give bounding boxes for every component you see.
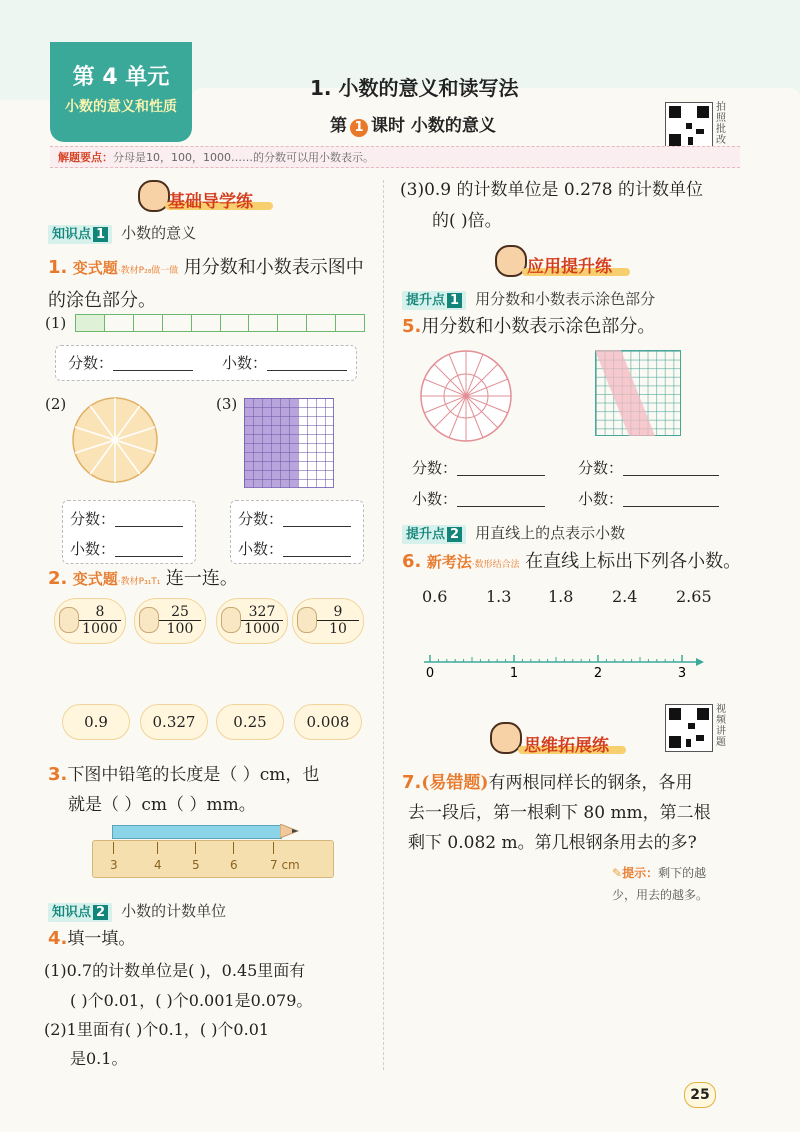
q1-variant: 变式题	[72, 259, 118, 277]
decimal-bubble[interactable]: 0.327	[140, 704, 208, 740]
fraction	[159, 604, 201, 637]
q4-line-4: 是0.1。	[70, 1049, 128, 1068]
bear-icon	[221, 607, 241, 633]
denominator: 10	[329, 621, 347, 637]
kp-tag: 提升点 1	[402, 291, 466, 310]
q7-hint: ✎提示：剩下的越 少，用去的越多。	[612, 866, 709, 902]
q1-decimal-row-2: 小数：	[70, 540, 183, 557]
fraction-blank[interactable]	[115, 510, 183, 527]
pencil	[112, 825, 282, 839]
q5-fraction-row-2: 分数：	[578, 459, 719, 476]
qr-code-video[interactable]	[665, 704, 713, 752]
decimal-bubble[interactable]: 0.25	[216, 704, 284, 740]
fraction	[317, 604, 359, 637]
q5-decimal-row-2: 小数：	[578, 490, 719, 507]
numerator: 25	[159, 604, 201, 621]
decimal-blank[interactable]	[623, 490, 719, 507]
fraction-blank[interactable]	[623, 459, 719, 476]
period-prefix: 第	[330, 116, 347, 136]
key-point-label: 解题要点：	[58, 151, 113, 164]
fraction-bubble[interactable]	[292, 598, 364, 644]
decimal-blank[interactable]	[283, 540, 351, 557]
section-basic: 基础导学练	[168, 192, 253, 212]
q1-source: ·教材P₂₈做一做	[117, 266, 179, 276]
arrow-icon	[696, 658, 704, 666]
decimal-bubble[interactable]: 0.9	[62, 704, 130, 740]
q4-line-5: (3)0.9 的计数单位是 0.278 的计数单位	[400, 180, 703, 200]
denominator: 100	[166, 621, 194, 637]
qr-code[interactable]	[665, 102, 713, 150]
q4-line-3: (2)1里面有( )个0.1，( )个0.01	[44, 1020, 270, 1039]
column-divider	[383, 180, 384, 1070]
question-3: 3.下图中铅笔的长度是（ ）cm，也 就是（ ）cm（ ）mm。	[48, 764, 320, 815]
ruler-tick-label: 3	[110, 858, 118, 872]
period-num-badge: 1	[350, 119, 368, 137]
kp-text: 小数的计数单位	[121, 902, 227, 920]
question-7: 7.(易错题)有两根同样长的钢条，各用 去一段后，第一根剩下 80 mm，第二根 剩下 0.082 m。第几根钢条用去的多?	[402, 772, 711, 853]
knowledge-point-1	[48, 222, 196, 243]
q1-pie	[70, 395, 160, 485]
bear-icon	[297, 607, 317, 633]
unit-badge	[50, 42, 192, 142]
question-6: 6. 新考法·数形结合法 在直线上标出下列各小数。	[402, 551, 742, 572]
fraction-blank[interactable]	[457, 459, 545, 476]
kp-tag: 知识点 1	[48, 225, 112, 244]
q1-decimal-row-1: 小数：	[222, 354, 347, 371]
question-1	[48, 253, 378, 316]
number-line[interactable]	[420, 650, 710, 680]
q4-line-2: ( )个0.01，( )个0.001是0.079。	[70, 991, 313, 1010]
decimal-value: 2.65	[676, 587, 712, 606]
section-applied: 应用提升练	[527, 257, 612, 277]
qr-video-label: 视频讲题	[716, 704, 726, 748]
q5-decimal-row-1: 小数：	[412, 490, 545, 507]
denominator: 1000	[82, 621, 118, 637]
decimal-value: 2.4	[612, 587, 638, 606]
kp-tag: 知识点 2	[48, 903, 112, 922]
page-number: 25	[684, 1082, 716, 1108]
q1-sub1-label: (1)	[45, 314, 67, 332]
period-suffix: 课时 小数的意义	[371, 116, 496, 136]
q1-sub3-label: (3)	[216, 395, 238, 413]
decimal-value: 1.8	[548, 587, 574, 606]
numerator: 9	[317, 604, 359, 621]
knowledge-point-2	[48, 900, 226, 921]
key-point-text: 分母是10，100，1000……的分数可以用小数表示。	[113, 151, 374, 164]
kp-text: 小数的意义	[121, 224, 197, 242]
question-5: 5.用分数和小数表示涂色部分。	[402, 316, 656, 337]
q1-grid-lines	[244, 398, 334, 488]
question-4: 4.填一填。	[48, 928, 136, 949]
q1-fraction-row-3: 分数：	[238, 510, 351, 527]
decimal-blank[interactable]	[267, 354, 347, 371]
unit-label: 第 4 单元	[72, 65, 170, 90]
numerator: 8	[79, 604, 121, 621]
q1-fraction-row-1: 分数：	[68, 354, 193, 371]
decimal-blank[interactable]	[115, 540, 183, 557]
fraction-bubble[interactable]	[216, 598, 288, 644]
number-line-label: 3	[677, 666, 687, 680]
decimal-value: 1.3	[486, 587, 512, 606]
q1-fraction-row-2: 分数：	[70, 510, 183, 527]
ruler-tick	[233, 842, 234, 854]
fraction	[79, 604, 121, 637]
q4-line-6: 的( )倍。	[432, 211, 502, 231]
q1-number: 1.	[48, 257, 68, 278]
ruler-tick	[273, 842, 274, 854]
decimal-bubble[interactable]: 0.008	[294, 704, 362, 740]
unit-subtitle: 小数的意义和性质	[65, 99, 177, 115]
question-2: 2. 变式题·教材P₃₁T₁ 连一连。	[48, 568, 238, 589]
ruler-tick-label: 6	[230, 858, 238, 872]
fraction-bubble[interactable]	[54, 598, 126, 644]
number-line-label: 1	[509, 666, 519, 680]
q4-line-1: (1)0.7的计数单位是( )，0.45里面有	[44, 961, 306, 980]
kp-tag: 提升点 2	[402, 525, 466, 544]
q1-text: 用分数和小数表示图中的涂色部分。	[48, 257, 364, 311]
ruler-tick	[195, 842, 196, 854]
hint-icon: ✎	[612, 866, 623, 880]
lesson-period	[330, 111, 496, 137]
fraction-blank[interactable]	[283, 510, 351, 527]
denominator: 1000	[244, 621, 280, 637]
ruler-tick-label: 4	[154, 858, 162, 872]
decimal-blank[interactable]	[457, 490, 545, 507]
kp-text: 用分数和小数表示涂色部分	[475, 290, 656, 308]
q1-sub2-label: (2)	[45, 395, 67, 413]
q5-fraction-row-1: 分数：	[412, 459, 545, 476]
bear-icon	[59, 607, 79, 633]
number-line-label: 0	[425, 666, 435, 680]
key-point	[58, 149, 374, 165]
upgrade-point-1	[402, 288, 655, 309]
numerator: 327	[241, 604, 283, 621]
q5-circle	[418, 348, 514, 444]
ruler-tick-label: 5	[192, 858, 200, 872]
q1-strip	[75, 314, 365, 332]
qr-label: 拍照批改	[716, 102, 726, 146]
section-extend: 思维拓展练	[524, 736, 609, 756]
fraction-blank[interactable]	[113, 354, 193, 371]
ruler-tick	[157, 842, 158, 854]
number-line-label: 2	[593, 666, 603, 680]
ruler-tick	[113, 842, 114, 854]
bear-icon	[139, 607, 159, 633]
fraction-bubble[interactable]	[134, 598, 206, 644]
pencil-tip	[280, 824, 300, 838]
q5-grid-shade	[595, 350, 681, 436]
ruler-tick-label: 7 cm	[270, 858, 300, 872]
lesson-title: 1. 小数的意义和读写法	[310, 76, 519, 100]
q1-decimal-row-3: 小数：	[238, 540, 351, 557]
upgrade-point-2	[402, 522, 625, 543]
fraction	[241, 604, 283, 637]
kp-text: 用直线上的点表示小数	[475, 524, 626, 542]
decimal-value: 0.6	[422, 587, 448, 606]
